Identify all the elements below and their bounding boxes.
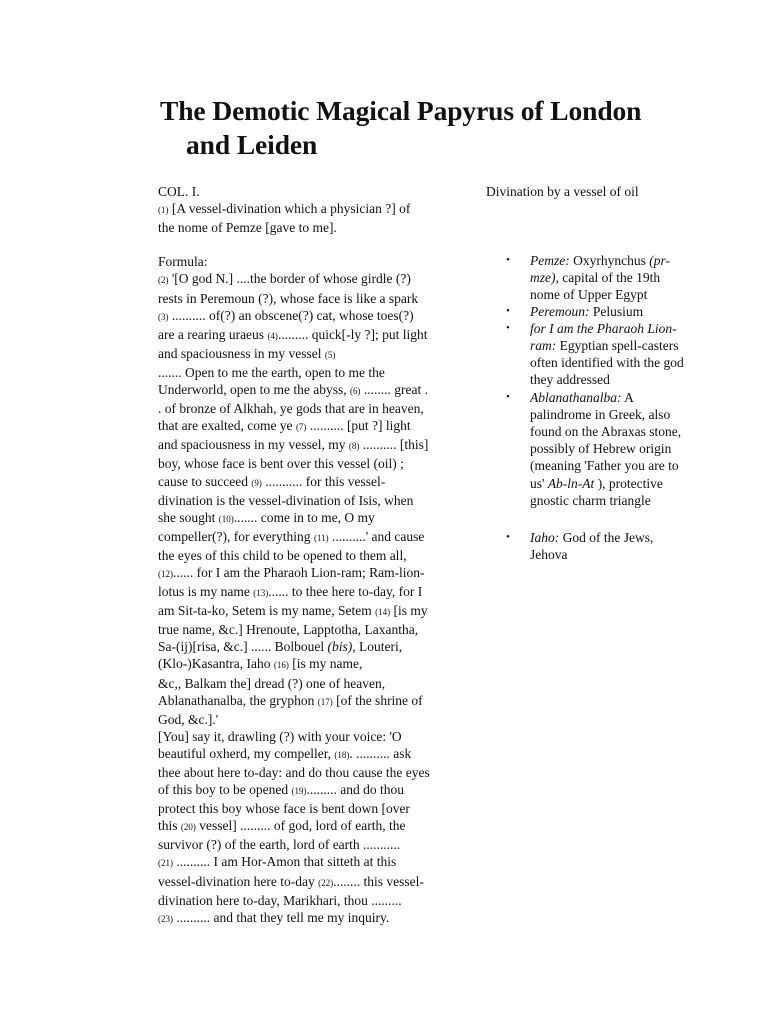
text-run: God of the Jews, xyxy=(559,530,654,546)
formula-line xyxy=(158,853,468,872)
text-run: ....... come in to me, O my xyxy=(233,509,375,525)
line-number: (10) xyxy=(218,513,234,524)
text-run: [of the shrine of xyxy=(332,692,423,708)
formula-line xyxy=(158,492,468,509)
text-run: often identified with the god xyxy=(530,355,684,371)
line-number: (23) xyxy=(158,913,173,924)
line-number: (8) xyxy=(348,441,360,452)
italic-text: Pemze: xyxy=(530,253,570,269)
formula-line xyxy=(158,692,468,711)
text-run: protect this boy whose face is bent down [over xyxy=(158,801,410,817)
text-run: &c,, Balkam the] dread (?) one of heaven, xyxy=(158,675,386,691)
intro-line xyxy=(158,200,468,219)
formula-line xyxy=(158,473,468,492)
text-run: .......... I am Hor-Amon that sitteth at this xyxy=(173,854,397,870)
text-run: rests in Peremoun (?), whose face is like a spark xyxy=(158,290,419,306)
text-run: she sought xyxy=(158,509,219,525)
text-run: that are exalted, come ye xyxy=(158,418,296,434)
formula-line xyxy=(158,583,468,602)
italic-text: Ablanathanalba: xyxy=(530,390,622,406)
text-run: ..........' and cause xyxy=(328,528,425,544)
intro-paragraph xyxy=(158,200,468,236)
formula-line xyxy=(158,621,468,638)
text-run: .......... of(?) an obscene(?) cat, whose toes(?) xyxy=(168,307,414,323)
formula-line xyxy=(158,345,468,364)
formula-line xyxy=(158,436,468,455)
line-number: (1) xyxy=(158,205,169,216)
formula-line xyxy=(158,417,468,436)
text-run: cause to succeed xyxy=(158,473,252,489)
title-line-1: The Demotic Magical Papyrus of London xyxy=(160,95,642,126)
text-run: Jehova xyxy=(530,547,568,563)
formula-line xyxy=(158,326,468,345)
note-item xyxy=(506,389,740,509)
line-number: (9) xyxy=(251,477,262,488)
italic-text: Peremoun: xyxy=(530,304,590,320)
line-number: (18) xyxy=(334,749,350,760)
text-run: they addressed xyxy=(530,372,610,388)
intro-line xyxy=(158,219,468,236)
line-number: (17) xyxy=(317,696,333,707)
formula-line xyxy=(158,909,468,928)
formula-line xyxy=(158,728,468,745)
text-run: [You] say it, drawling (?) with your voice: 'O xyxy=(158,728,402,744)
bullet-icon: • xyxy=(506,305,510,318)
formula-line xyxy=(158,307,468,326)
text-run: compeller(?), for everything xyxy=(158,528,314,544)
text-run: .......... [put ?] light xyxy=(306,418,411,434)
text-run: , Louteri, xyxy=(352,639,403,655)
text-run: ......... and do thou xyxy=(306,782,404,798)
text-run: Oxyrhynchus xyxy=(569,253,650,269)
title-line-2: and Leiden xyxy=(186,129,318,160)
formula-line xyxy=(158,638,468,655)
italic-text: ram: xyxy=(530,338,557,354)
formula-label: Formula: xyxy=(158,254,208,270)
note-line xyxy=(530,252,740,269)
text-run: ), protective xyxy=(594,475,663,491)
text-run: ...... to thee here to-day, for I xyxy=(268,584,423,600)
line-number: (20) xyxy=(180,822,196,833)
formula-line xyxy=(158,817,468,836)
document-title xyxy=(160,94,720,162)
text-run: . .......... ask xyxy=(349,745,412,761)
formula-line xyxy=(158,764,468,781)
text-run: the eyes of this child to be opened to them all, xyxy=(158,547,407,563)
text-run: true name, &c.] Hrenoute, Lapptotha, Laxantha, xyxy=(158,622,419,638)
note-item xyxy=(506,320,740,388)
note-line xyxy=(530,320,740,337)
text-run: divination is the vessel-divination of Isis, when xyxy=(158,492,414,508)
text-run: Egyptian spell-casters xyxy=(556,338,679,354)
translation-column xyxy=(158,183,468,928)
text-run: ........... for this vessel- xyxy=(261,473,386,489)
text-run: (Klo-)Kasantra, Iaho xyxy=(158,656,274,672)
text-run: of this boy to be opened xyxy=(158,782,292,798)
line-number: (7) xyxy=(295,422,307,433)
formula-line xyxy=(158,745,468,764)
text-run: .......... [this] xyxy=(359,437,429,453)
text-run: ....... Open to me the earth, open to me the xyxy=(158,364,385,380)
formula-line xyxy=(158,675,468,692)
text-run: [is my xyxy=(390,603,428,619)
text-run: and spaciousness in my vessel, my xyxy=(158,437,349,453)
italic-text: Iaho: xyxy=(530,530,560,546)
line-number: (13) xyxy=(253,588,269,599)
italic-text: mze) xyxy=(530,270,556,286)
formula-line xyxy=(158,270,468,289)
text-run: us' xyxy=(530,475,548,491)
note-line xyxy=(530,269,740,286)
formula-line xyxy=(158,381,468,400)
text-run: [is my name, xyxy=(288,656,363,672)
line-number: (12) xyxy=(158,568,173,579)
text-run: gnostic charm triangle xyxy=(530,492,651,508)
text-run: beautiful oxherd, my compeller, xyxy=(158,745,335,761)
formula-line xyxy=(158,400,468,417)
formula-line xyxy=(158,528,468,547)
formula-line xyxy=(158,711,468,728)
text-run: (meaning 'Father you are to xyxy=(530,458,679,474)
line-number: (6) xyxy=(349,386,361,397)
bullet-icon: • xyxy=(506,322,510,335)
note-line xyxy=(530,286,740,303)
formula-line xyxy=(158,509,468,528)
formula-line xyxy=(158,455,468,472)
line-number: (4) xyxy=(267,330,278,341)
text-run: boy, whose face is bent over this vessel (oil) ; xyxy=(158,456,404,472)
formula-line xyxy=(158,564,468,583)
paragraph-gap xyxy=(158,236,468,253)
text-run: Sa-(ij)[risa, &c.] ...... Bolbouel xyxy=(158,639,328,655)
italic-text: Ab-ln-At xyxy=(547,475,595,491)
line-number: (14) xyxy=(375,607,391,618)
line-number: (2) xyxy=(158,275,169,286)
note-line xyxy=(530,529,740,546)
note-line xyxy=(530,371,740,388)
text-run: .......... and that they tell me my inquiry. xyxy=(173,909,390,925)
note-line xyxy=(530,423,740,440)
line-number: (21) xyxy=(158,858,173,869)
line-number: (5) xyxy=(324,349,336,360)
text-run: Pelusium xyxy=(589,304,644,320)
text-run: [A vessel-divination which a physician ?] of xyxy=(168,201,411,217)
italic-text: for I am the Pharaoh Lion- xyxy=(530,321,677,337)
note-line xyxy=(530,303,740,320)
text-run: '[O god N.] ....the border of whose girdle (?) xyxy=(168,271,411,287)
text-run: am Sit-ta-ko, Setem is my name, Setem xyxy=(158,603,376,619)
formula-line xyxy=(158,836,468,853)
formula-text xyxy=(158,270,468,927)
formula-line xyxy=(158,800,468,817)
formula-line xyxy=(158,547,468,564)
note-line xyxy=(530,440,740,457)
note-item xyxy=(506,252,740,303)
text-run: nome of Upper Egypt xyxy=(530,287,648,303)
bullet-icon: • xyxy=(506,254,510,267)
line-number: (16) xyxy=(273,660,289,671)
text-run: lotus is my name xyxy=(158,584,254,600)
text-run: the nome of Pemze [gave to me]. xyxy=(158,220,337,236)
text-run: Underworld, open to me the abyss, xyxy=(158,382,350,398)
note-line xyxy=(530,546,740,563)
text-run: ...... for I am the Pharaoh Lion-ram; Ram-lion- xyxy=(173,564,425,580)
text-run: palindrome in Greek, also xyxy=(530,407,671,423)
formula-line xyxy=(158,364,468,381)
formula-line xyxy=(158,602,468,621)
text-run: found on the Abraxas stone, xyxy=(530,424,682,440)
italic-text: (bis) xyxy=(327,639,353,655)
formula-line xyxy=(158,290,468,307)
text-run: this xyxy=(158,818,181,834)
bullet-icon: • xyxy=(506,391,510,404)
text-run: God, &c.].' xyxy=(158,711,219,727)
text-run: A xyxy=(621,390,634,406)
note-line xyxy=(530,354,740,371)
text-run: ......... quick[-ly ?]; put light xyxy=(277,326,428,342)
note-line xyxy=(530,457,740,474)
text-run: , capital of the 19th xyxy=(555,270,661,286)
notes-column xyxy=(486,183,716,563)
note-line xyxy=(530,337,740,354)
text-run: ........ great . xyxy=(360,382,428,398)
line-number: (19) xyxy=(291,786,307,797)
note-item xyxy=(506,303,740,320)
note-line xyxy=(530,406,740,423)
text-run: possibly of Hebrew origin xyxy=(530,441,672,457)
text-run: vessel-divination here to-day xyxy=(158,873,319,889)
line-number: (11) xyxy=(313,532,329,543)
formula-line xyxy=(158,873,468,892)
text-run: ........ this vessel- xyxy=(333,873,424,889)
text-run: Ablanathanalba, the gryphon xyxy=(158,692,318,708)
note-line xyxy=(530,492,740,509)
text-run: and spaciousness in my vessel xyxy=(158,345,325,361)
formula-line xyxy=(158,892,468,909)
note-line xyxy=(530,475,740,492)
formula-line xyxy=(158,781,468,800)
notes-heading: Divination by a vessel of oil xyxy=(486,184,639,199)
text-run: vessel] ......... of god, lord of earth, the xyxy=(195,818,406,834)
text-run: survivor (?) of the earth, lord of earth ........... xyxy=(158,837,401,853)
note-line xyxy=(530,389,740,406)
line-number: (3) xyxy=(158,311,169,322)
text-run: thee about here to-day: and do thou cause the eyes xyxy=(158,765,430,780)
text-run: are a rearing uraeus xyxy=(158,326,268,342)
text-run: divination here to-day, Marikhari, thou ......... xyxy=(158,892,402,908)
note-item xyxy=(506,529,740,563)
column-heading: COL. I. xyxy=(158,184,200,199)
bullet-icon: • xyxy=(506,531,510,544)
formula-line xyxy=(158,655,468,674)
italic-text: (pr- xyxy=(649,253,670,269)
text-run: . of bronze of Alkhah, ye gods that are in heaven, xyxy=(158,401,424,417)
line-number: (22) xyxy=(318,877,334,888)
